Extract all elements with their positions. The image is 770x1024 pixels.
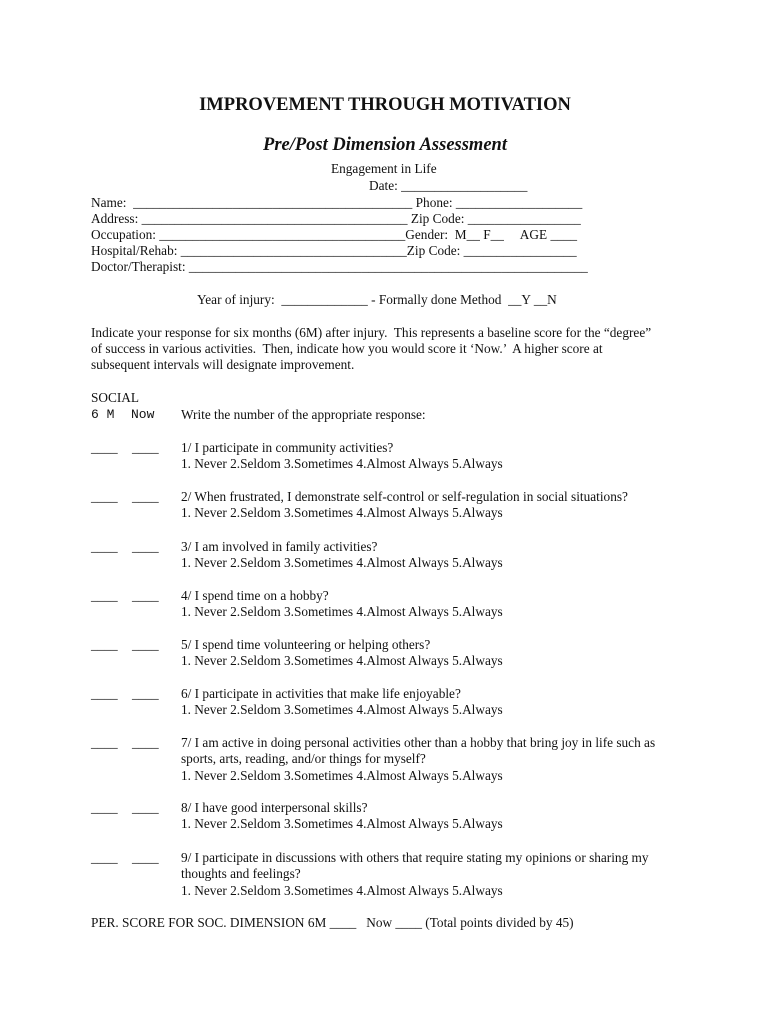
dimension-score-footer[interactable]: PER. SCORE FOR SOC. DIMENSION 6M ____ Now ____ (Total points divided by 45) — [91, 915, 574, 930]
question-text: 1/ I participate in community activities? — [181, 440, 394, 455]
answer-now-blank[interactable]: ____ — [132, 686, 159, 701]
answer-now-blank[interactable]: ____ — [132, 539, 159, 554]
address-zip-field[interactable]: Address: ________________________________________ Zip Code: _________________ — [91, 211, 581, 226]
answer-now-blank[interactable]: ____ — [132, 800, 159, 815]
answer-6m-blank[interactable]: ____ — [91, 686, 118, 701]
instructions-line-3: subsequent intervals will designate improvement. — [91, 357, 355, 372]
column-header-6m: 6 M — [91, 407, 115, 422]
answer-now-blank[interactable]: ____ — [132, 637, 159, 652]
question-options: 1. Never 2.Seldom 3.Sometimes 4.Almost Always 5.Always — [181, 767, 503, 783]
injury-year-method-field[interactable]: Year of injury: _____________ - Formally done Method __Y __N — [197, 292, 557, 307]
answer-6m-blank[interactable]: ____ — [91, 588, 118, 603]
dimension-label: Engagement in Life — [331, 161, 437, 176]
question-text: 8/ I have good interpersonal skills? — [181, 800, 368, 815]
answer-6m-blank[interactable]: ____ — [91, 489, 118, 504]
question-block — [181, 637, 701, 670]
question-text: 4/ I spend time on a hobby? — [181, 588, 329, 603]
question-text: 9/ I participate in discussions with others that require stating my opinions or sharing my thoughts and feelings? — [181, 850, 649, 882]
answer-6m-blank[interactable]: ____ — [91, 735, 118, 750]
form-subtitle: Pre/Post Dimension Assessment — [263, 135, 507, 155]
question-options: 1. Never 2.Seldom 3.Sometimes 4.Almost Always 5.Always — [181, 456, 503, 472]
answer-6m-blank[interactable]: ____ — [91, 539, 118, 554]
question-text: 7/ I am active in doing personal activities other than a hobby that bring joy in life such as sports, arts, reading, and/or things for myself? — [181, 735, 656, 767]
answer-6m-blank[interactable]: ____ — [91, 800, 118, 815]
form-title: IMPROVEMENT THROUGH MOTIVATION — [199, 95, 571, 115]
instructions-line-1: Indicate your response for six months (6M) after injury. This represents a baseline score for the “degree” — [91, 325, 652, 340]
question-options: 1. Never 2.Seldom 3.Sometimes 4.Almost Always 5.Always — [181, 555, 503, 571]
question-options: 1. Never 2.Seldom 3.Sometimes 4.Almost Always 5.Always — [181, 505, 503, 521]
question-block — [181, 850, 681, 899]
doctor-therapist-field[interactable]: Doctor/Therapist: ____________________________________________________________ — [91, 259, 588, 274]
section-heading: SOCIAL — [91, 390, 140, 405]
occupation-gender-age-field[interactable]: Occupation: _____________________________________Gender: M__ F__ AGE ____ — [91, 227, 578, 242]
answer-6m-blank[interactable]: ____ — [91, 850, 118, 865]
answer-now-blank[interactable]: ____ — [132, 850, 159, 865]
question-block — [181, 588, 701, 621]
answer-now-blank[interactable]: ____ — [132, 489, 159, 504]
column-header-now: Now — [131, 407, 155, 422]
answer-6m-blank[interactable]: ____ — [91, 637, 118, 652]
question-text: 3/ I am involved in family activities? — [181, 539, 378, 554]
instructions-line-2: of success in various activities. Then, indicate how you would score it ‘Now.’ A higher score at — [91, 341, 603, 356]
answer-6m-blank[interactable]: ____ — [91, 440, 118, 455]
answer-now-blank[interactable]: ____ — [132, 440, 159, 455]
question-block — [181, 735, 681, 784]
question-block — [181, 489, 741, 522]
question-text: 6/ I participate in activities that make life enjoyable? — [181, 686, 461, 701]
answer-now-blank[interactable]: ____ — [132, 735, 159, 750]
question-text: 2/ When frustrated, I demonstrate self-control or self-regulation in social situations? — [181, 489, 628, 504]
question-text: 5/ I spend time volunteering or helping others? — [181, 637, 431, 652]
question-options: 1. Never 2.Seldom 3.Sometimes 4.Almost Always 5.Always — [181, 702, 503, 718]
response-prompt: Write the number of the appropriate response: — [181, 407, 426, 422]
question-options: 1. Never 2.Seldom 3.Sometimes 4.Almost Always 5.Always — [181, 882, 503, 898]
question-block — [181, 440, 701, 473]
answer-now-blank[interactable]: ____ — [132, 588, 159, 603]
hospital-zip-field[interactable]: Hospital/Rehab: __________________________________Zip Code: _________________ — [91, 243, 577, 258]
question-block — [181, 800, 701, 833]
date-field[interactable]: Date: ___________________ — [369, 178, 528, 193]
question-block — [181, 686, 701, 719]
question-block — [181, 539, 701, 572]
name-phone-field[interactable]: Name: __________________________________________ Phone: ___________________ — [91, 195, 583, 210]
question-options: 1. Never 2.Seldom 3.Sometimes 4.Almost Always 5.Always — [181, 653, 503, 669]
question-options: 1. Never 2.Seldom 3.Sometimes 4.Almost Always 5.Always — [181, 816, 503, 832]
question-options: 1. Never 2.Seldom 3.Sometimes 4.Almost Always 5.Always — [181, 604, 503, 620]
